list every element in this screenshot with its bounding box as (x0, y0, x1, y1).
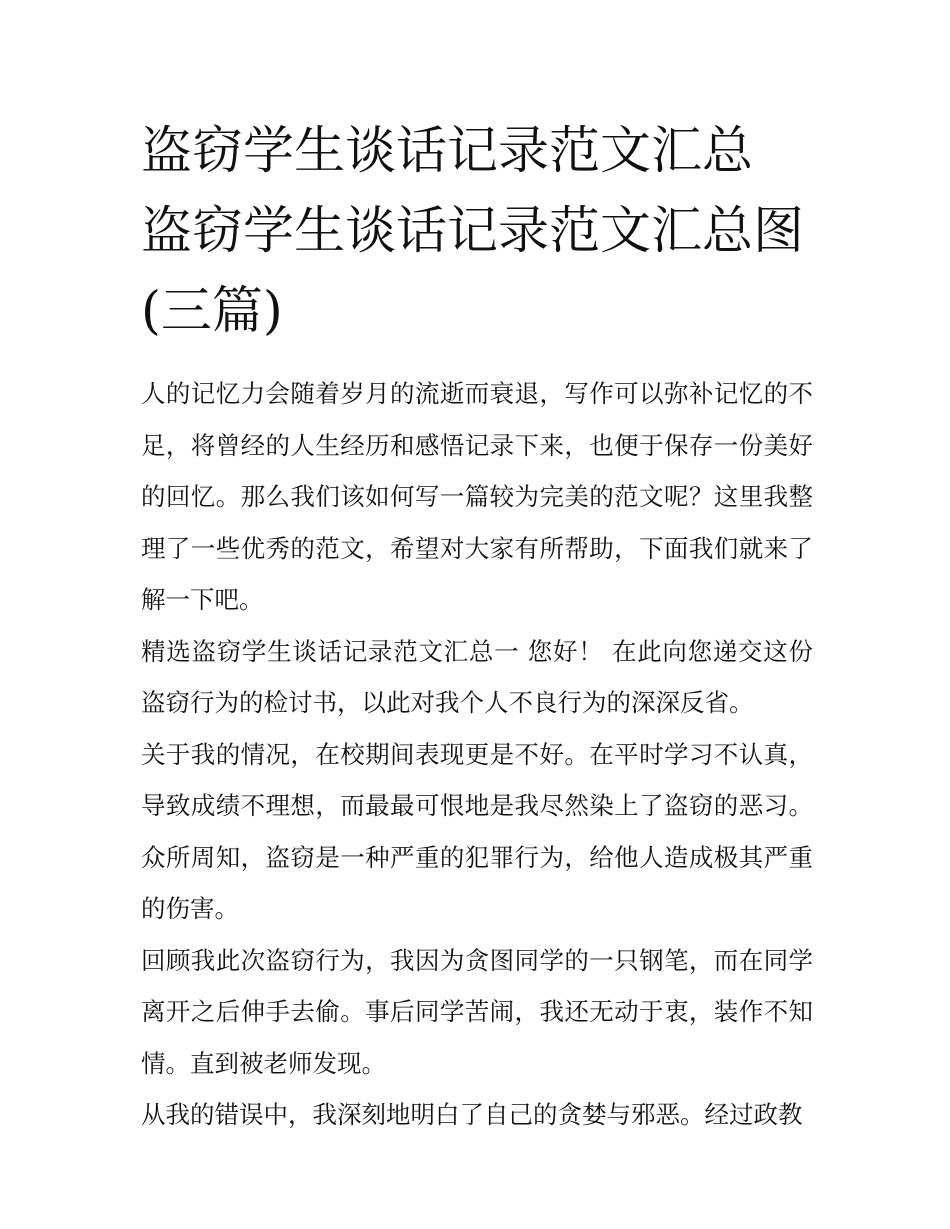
paragraph-review: 回顾我此次盗窃行为，我因为贪图同学的一只钢笔，而在同学离开之后伸手去偷。事后同学苦闹，我还无动于衷，装作不知情。直到被老师发现。 (141, 945, 813, 1078)
paragraph-reflection: 从我的错误中，我深刻地明白了自己的贪婪与邪恶。经过政教 (141, 1100, 803, 1129)
paragraph-greeting: 精选盗窃学生谈话记录范文汇总一 您好！ 在此向您递交这份盗窃行为的检讨书，以此对我个人不良行为的深深反省。 (141, 636, 813, 717)
document-title: 盗窃学生谈话记录范文汇总 盗窃学生谈话记录范文汇总图(三篇) (141, 122, 805, 341)
paragraph-situation: 关于我的情况，在校期间表现更是不好。在平时学习不认真，导致成绩不理想，而最最可恨地是我尽然染上了盗窃的恶习。众所周知，盗窃是一种严重的犯罪行为，给他人造成极其严重的伤害。 (141, 739, 813, 923)
paragraph-intro: 人的记忆力会随着岁月的流逝而衰退，写作可以弥补记忆的不足，将曾经的人生经历和感悟记录下来，也便于保存一份美好的回忆。那么我们该如何写一篇较为完美的范文呢？这里我整理了一些优秀的范文，希望对大家有所帮助，下面我们就来了解一下吧。 (141, 379, 813, 614)
document-body (141, 112, 813, 1141)
